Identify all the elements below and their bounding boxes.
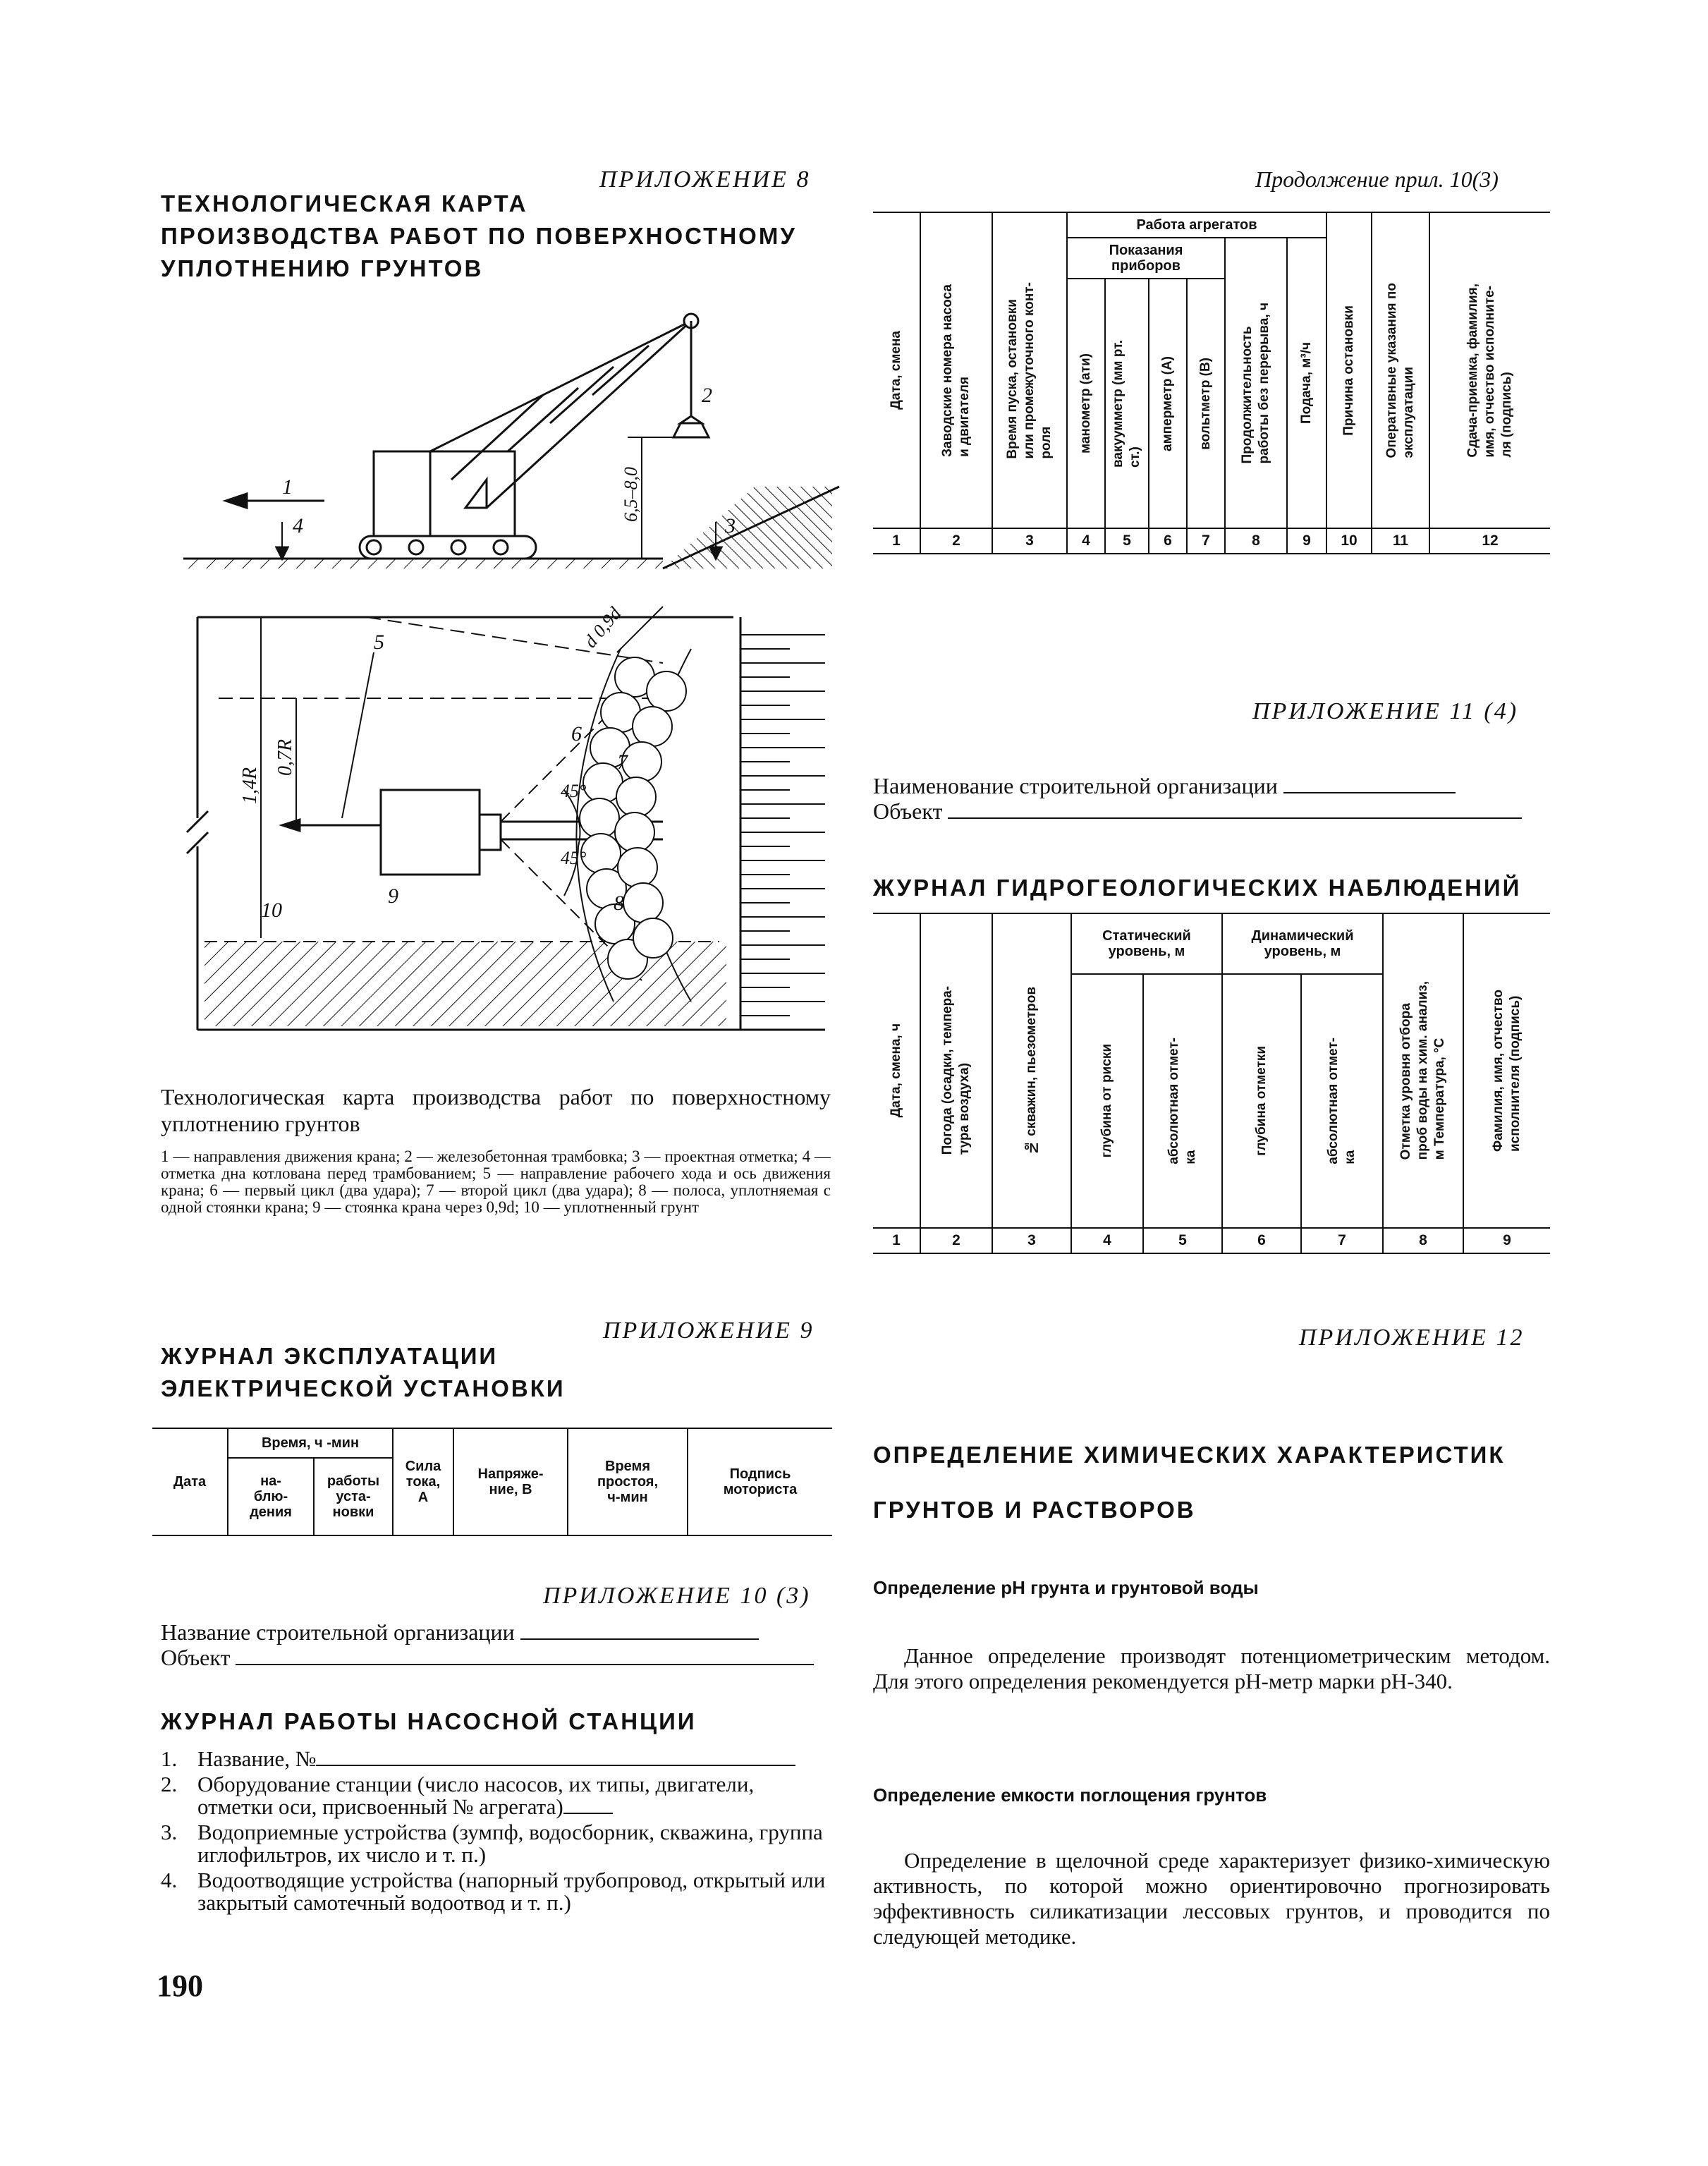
section-absorption-title: Определение емкости поглощения грунтов xyxy=(873,1784,1267,1806)
col-number: 6 xyxy=(1222,1228,1301,1253)
appendix-9-title xyxy=(161,1340,725,1405)
pump-station-table xyxy=(873,212,1550,554)
col-4: манометр (ати) xyxy=(1067,279,1105,528)
col-time-group: Время, ч -мин xyxy=(228,1428,393,1458)
equipment-field[interactable] xyxy=(563,1813,613,1814)
title-line: ГРУНТОВ И РАСТВОРОВ xyxy=(873,1497,1196,1523)
item-number: 2. xyxy=(161,1772,178,1796)
figure-label: 5 xyxy=(374,631,384,654)
col-downtime: Время простоя, ч-мин xyxy=(568,1428,688,1535)
figure-label: 10 xyxy=(261,899,282,922)
name-field[interactable] xyxy=(316,1765,795,1766)
col-8: Отметка уровня отбора проб воды на хим. анализ, м Температура, °С xyxy=(1383,913,1463,1228)
figure-label: 7 xyxy=(617,750,628,774)
dimension-0-7R: 0,7R xyxy=(274,738,296,776)
item-number: 3. xyxy=(161,1820,178,1844)
col-3: Время пуска, остановки или промежуточного конт- роля xyxy=(992,212,1067,528)
figure-label: 6 xyxy=(571,722,582,746)
col-5: абсолютная отмет- ка xyxy=(1143,974,1222,1228)
object-field[interactable] xyxy=(236,1664,814,1665)
col-time-observation: на- блю- дения xyxy=(228,1458,314,1535)
item-text: Водоотводящие устройства (напорный трубопровод, открытый или закрытый самотечный водоотвод и т. п.) xyxy=(197,1868,826,1915)
col-number: 8 xyxy=(1225,528,1287,554)
col-number: 4 xyxy=(1071,1228,1143,1253)
list-item xyxy=(161,1748,831,1770)
object-label: Объект xyxy=(161,1645,231,1670)
item-text: Водоприемные устройства (зумпф, водосборник, скважина, группа иглофильтров, их число и т. п.) xyxy=(197,1820,823,1867)
object-line-2 xyxy=(873,798,1550,824)
org-name-field[interactable] xyxy=(520,1638,759,1640)
col-6: глубина отметки xyxy=(1222,974,1301,1228)
appendix-8-title xyxy=(161,188,852,285)
angle-label: 45° xyxy=(561,781,587,801)
col-10: Причина остановки xyxy=(1326,212,1372,528)
title-line: УПЛОТНЕНИЮ ГРУНТОВ xyxy=(161,255,484,281)
pump-station-title: ЖУРНАЛ РАБОТЫ НАСОСНОЙ СТАНЦИИ xyxy=(161,1708,697,1734)
group-work: Работа агрегатов xyxy=(1067,212,1326,238)
crane-elevation xyxy=(183,314,839,568)
section-ph-title: Определение pH грунта и грунтовой воды xyxy=(873,1577,1259,1598)
col-9: Фамилия, имя, отчество исполнителя (подпись) xyxy=(1463,913,1550,1228)
appendix-8-label: ПРИЛОЖЕНИЕ 8 xyxy=(599,166,811,193)
col-number: 1 xyxy=(873,528,920,554)
appendix-10-label: ПРИЛОЖЕНИЕ 10 (3) xyxy=(543,1583,811,1609)
item-text: Название, № xyxy=(197,1746,317,1771)
item-number: 1. xyxy=(161,1746,178,1771)
col-number: 5 xyxy=(1143,1228,1222,1253)
hydro-journal-table xyxy=(873,913,1550,1254)
col-number: 11 xyxy=(1372,528,1429,554)
col-number: 7 xyxy=(1301,1228,1383,1253)
col-signature: Подпись моториста xyxy=(688,1428,832,1535)
col-time-work: работы уста- новки xyxy=(314,1458,393,1535)
crane-diagram xyxy=(155,296,860,1065)
col-6: амперметр (А) xyxy=(1149,279,1187,528)
list-item xyxy=(161,1821,831,1866)
col-number: 9 xyxy=(1287,528,1326,554)
col-number: 2 xyxy=(920,528,992,554)
col-number: 3 xyxy=(992,528,1067,554)
object-field[interactable] xyxy=(948,817,1522,819)
appendix-11-label: ПРИЛОЖЕНИЕ 11 (4) xyxy=(1252,698,1519,724)
org-name-line xyxy=(161,1619,831,1645)
figure-label: 8 xyxy=(614,892,624,915)
figure-label: 3 xyxy=(725,514,736,537)
col-voltage: Напряже- ние, В xyxy=(453,1428,568,1535)
col-number: 1 xyxy=(873,1228,920,1253)
item-number: 4. xyxy=(161,1868,178,1892)
col-2: Заводские номера насоса и двигателя xyxy=(920,212,992,528)
height-dimension: 6,5–8,0 xyxy=(621,467,641,522)
col-11: Оперативные указания по эксплуатации xyxy=(1372,212,1429,528)
col-9: Подача, м³/ч xyxy=(1287,238,1326,528)
continuation-label: Продолжение прил. 10(3) xyxy=(1255,166,1499,192)
org-name-label: Название строительной организации xyxy=(161,1619,515,1645)
col-7: вольтметр (В) xyxy=(1187,279,1225,528)
electrical-log-table xyxy=(152,1428,832,1536)
figure-label: 1 xyxy=(282,475,293,499)
figure-label: 2 xyxy=(702,384,712,407)
appendix-12-title xyxy=(873,1428,1564,1538)
hydro-journal-title: ЖУРНАЛ ГИДРОГЕОЛОГИЧЕСКИХ НАБЛЮДЕНИЙ xyxy=(873,875,1522,901)
col-3: № скважин, пьезометров xyxy=(992,913,1071,1228)
col-number: 4 xyxy=(1067,528,1105,554)
col-4: глубина от риски xyxy=(1071,974,1143,1228)
col-1: Дата, смена, ч xyxy=(873,913,920,1228)
section-ph-text: Данное определение производят потенциометрическим методом. Для этого определения рекомендуется pH-метр марки pH-340. xyxy=(873,1643,1550,1693)
col-number: 3 xyxy=(992,1228,1071,1253)
col-1: Дата, смена xyxy=(873,212,920,528)
pump-station-items xyxy=(161,1748,831,1917)
group-dynamic: Динамический уровень, м xyxy=(1222,913,1383,974)
group-static: Статический уровень, м xyxy=(1071,913,1222,974)
angle-label: 45° xyxy=(561,848,587,868)
list-item xyxy=(161,1773,831,1818)
figure-label: 9 xyxy=(388,884,398,908)
figure-caption: Технологическая карта производства работ по поверхностному уплотнению грунтов xyxy=(161,1084,831,1136)
col-8: Продолжительность работы без перерыва, ч xyxy=(1225,238,1287,528)
col-number: 8 xyxy=(1383,1228,1463,1253)
title-line: ТЕХНОЛОГИЧЕСКАЯ КАРТА xyxy=(161,190,528,217)
page-number: 190 xyxy=(157,1969,203,2003)
appendix-9-label: ПРИЛОЖЕНИЕ 9 xyxy=(603,1318,815,1344)
col-7: абсолютная отмет- ка xyxy=(1301,974,1383,1228)
figure-label: 4 xyxy=(293,514,303,537)
dimension-1-4R: 1,4R xyxy=(239,767,261,804)
title-line: ОПРЕДЕЛЕНИЕ ХИМИЧЕСКИХ ХАРАКТЕРИСТИК xyxy=(873,1442,1506,1468)
object-line xyxy=(161,1645,831,1670)
col-number: 2 xyxy=(920,1228,992,1253)
appendix-12-label: ПРИЛОЖЕНИЕ 12 xyxy=(1299,1325,1525,1351)
col-date: Дата xyxy=(152,1428,228,1535)
list-item xyxy=(161,1869,831,1914)
col-12: Сдача-приемка, фамилия, имя, отчество исполните- ля (подпись) xyxy=(1429,212,1550,528)
title-line: ПРОИЗВОДСТВА РАБОТ ПО ПОВЕРХНОСТНОМУ xyxy=(161,223,797,249)
org-name-line-2 xyxy=(873,773,1550,798)
figure-legend: 1 — направления движения крана; 2 — железобетонная трамбовка; 3 — проектная отметка; 4 — отметка дна котлована перед трамбованием; 5 — направление рабочего хода и ось движения крана; 6 — первый цикл (два удара); 7 — второй цикл (два удара); 8 — полоса, уплотняемая с одной стоянки крана; 9 — стоянка крана через 0,9d; 10 — уплотненный грунт xyxy=(161,1148,831,1216)
object-label: Объект xyxy=(873,798,943,824)
section-absorption-text: Определение в щелочной среде характеризует физико-химическую активность, по которой можно ориентировочно прогнозировать эффективность силикатизации лессовых грунтов, и проводится по следующей методике. xyxy=(873,1848,1550,1949)
crane-plan xyxy=(187,607,825,1030)
col-number: 9 xyxy=(1463,1228,1550,1253)
title-line: ЭЛЕКТРИЧЕСКОЙ УСТАНОВКИ xyxy=(161,1375,566,1401)
col-current: Сила тока, А xyxy=(393,1428,453,1535)
dimension-d: d 0,9d xyxy=(580,603,626,652)
col-number: 10 xyxy=(1326,528,1372,554)
group-readings: Показания приборов xyxy=(1067,238,1225,279)
org-name-label: Наименование строительной организации xyxy=(873,773,1278,798)
col-5: вакуумметр (мм рт. ст.) xyxy=(1105,279,1149,528)
col-2: Погода (осадки, темпера- тура воздуха) xyxy=(920,913,992,1228)
col-number: 12 xyxy=(1429,528,1550,554)
org-name-field[interactable] xyxy=(1283,792,1456,793)
col-number: 7 xyxy=(1187,528,1225,554)
item-text: Оборудование станции (число насосов, их типы, двигатели, отметки оси, присвоенный № агрегата) xyxy=(197,1772,755,1819)
col-number: 5 xyxy=(1105,528,1149,554)
title-line: ЖУРНАЛ ЭКСПЛУАТАЦИИ xyxy=(161,1343,499,1369)
col-number: 6 xyxy=(1149,528,1187,554)
